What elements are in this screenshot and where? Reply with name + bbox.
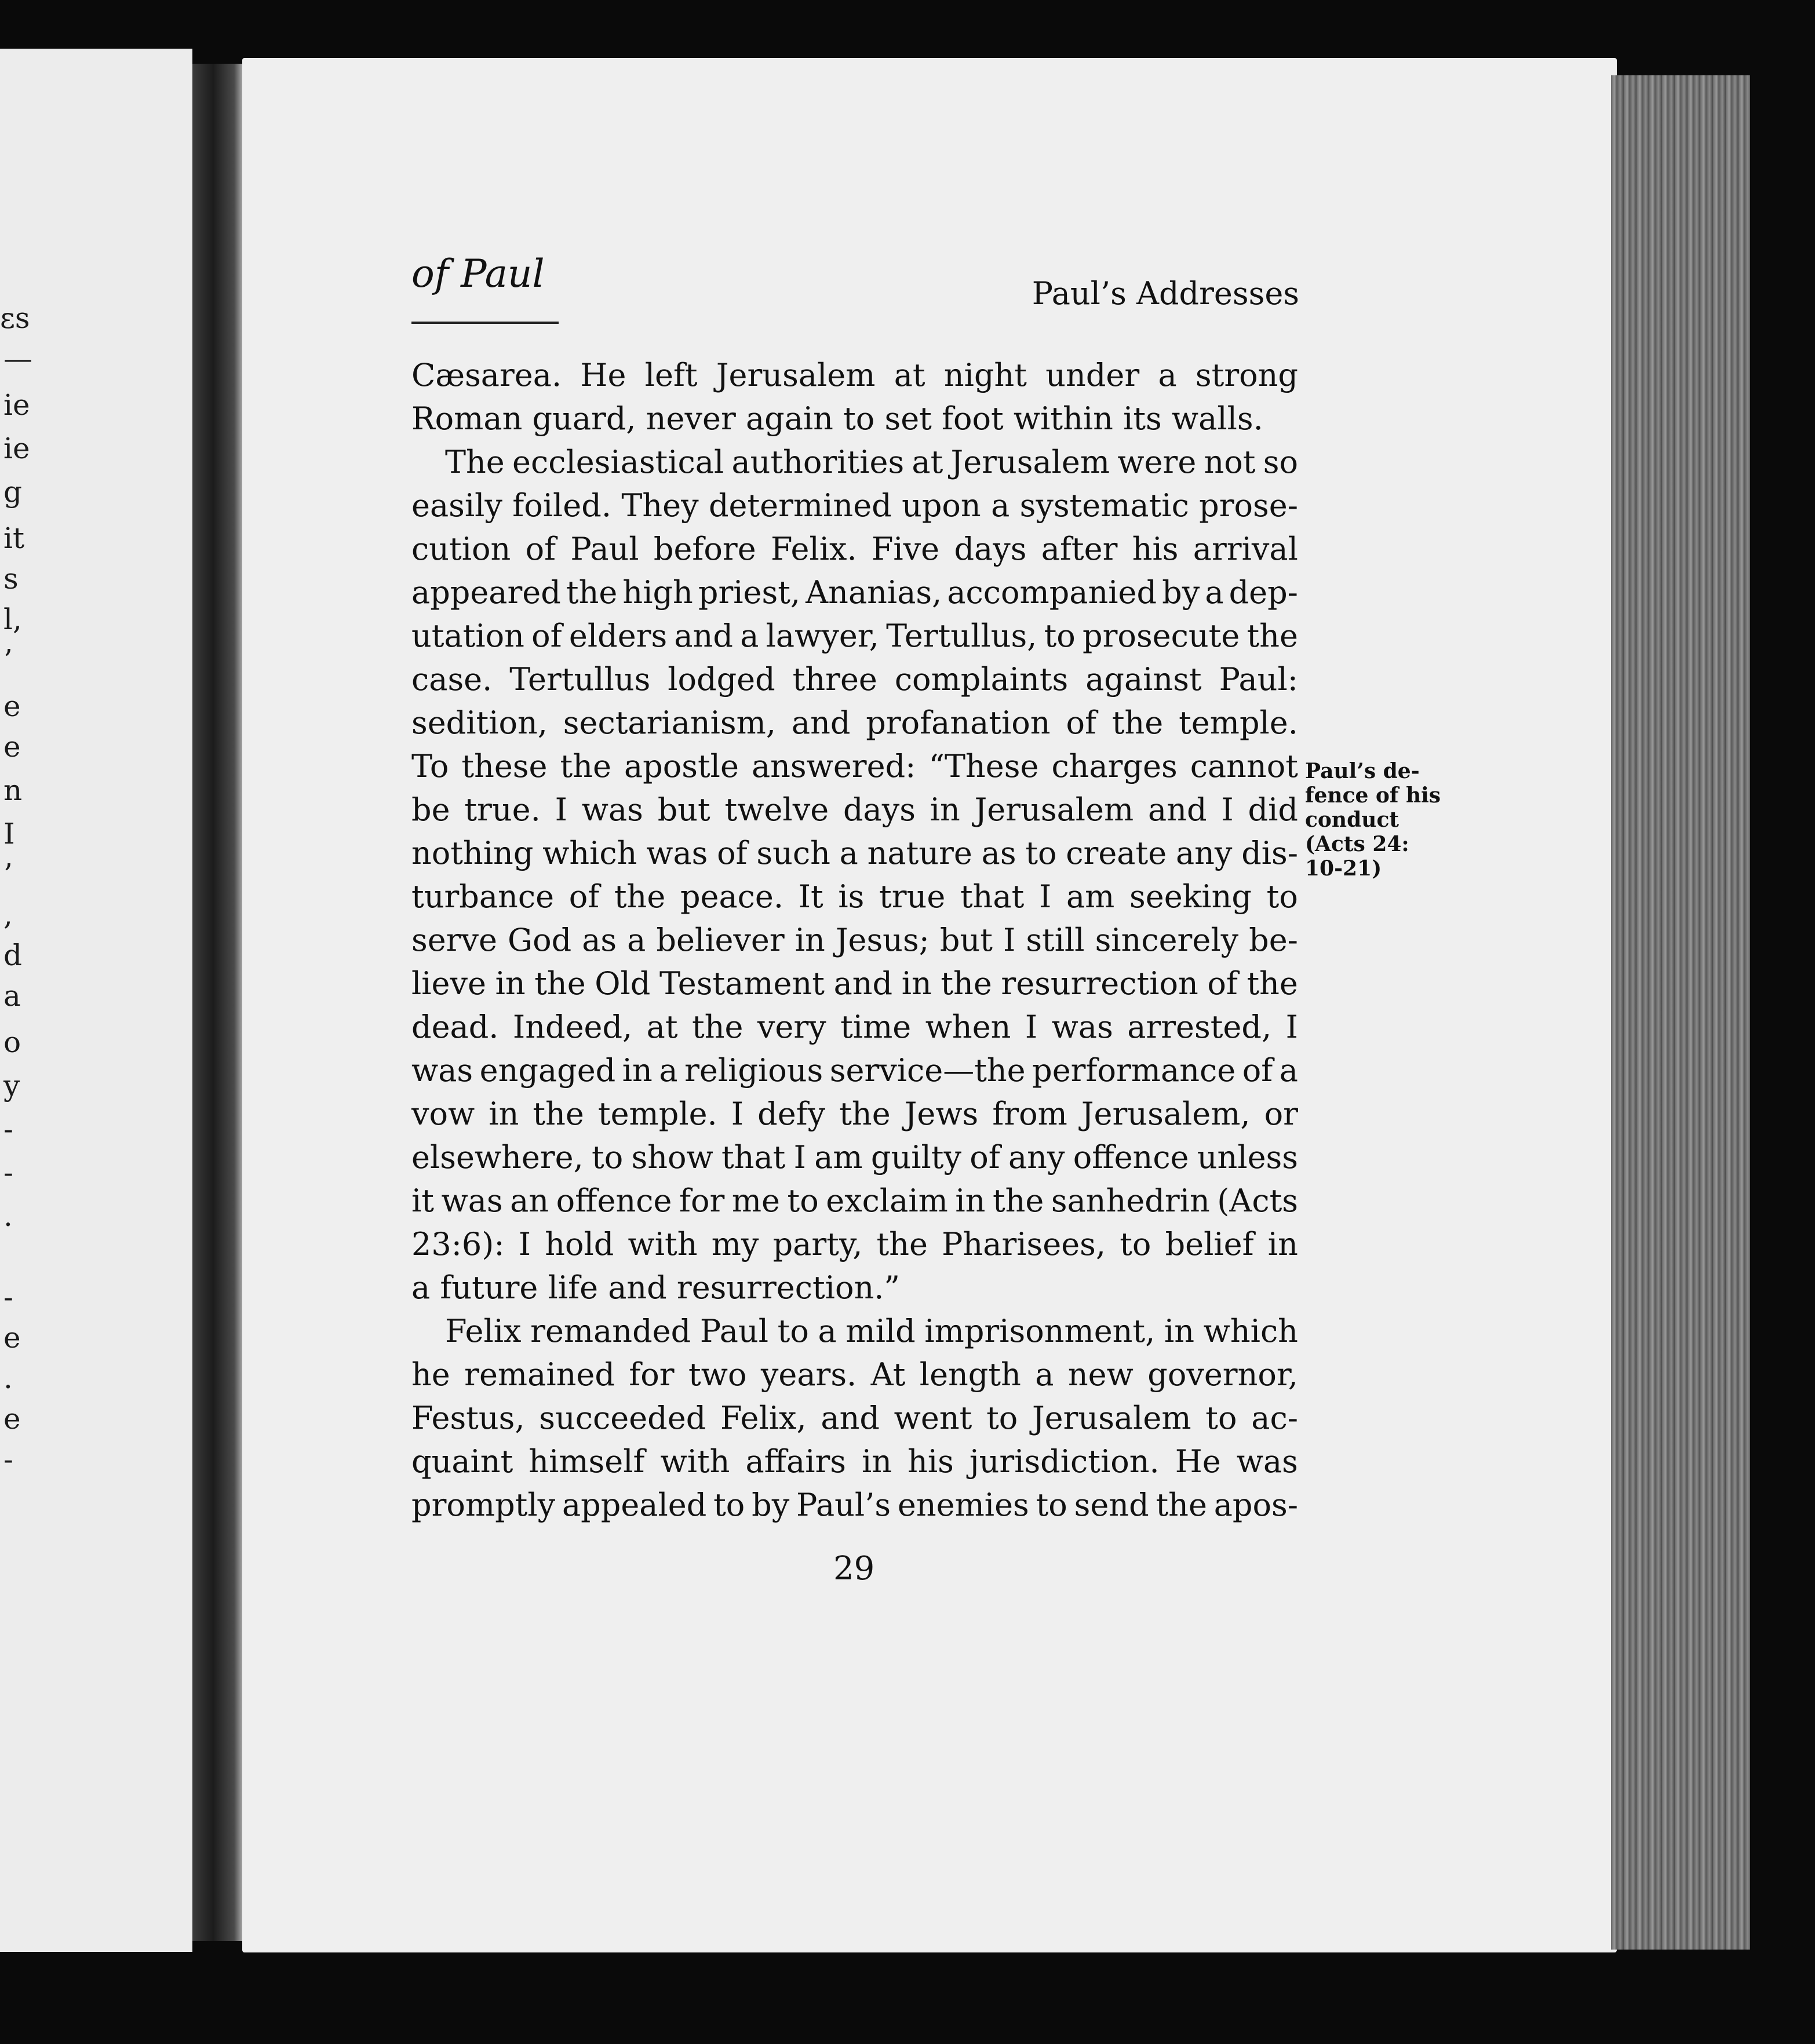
running-head-right: Paul’s Addresses: [1032, 275, 1299, 312]
margin-note-line: fence of his: [1305, 783, 1441, 808]
left-page-fragment-text: n: [3, 773, 23, 807]
left-page-fragment-text: -: [3, 1156, 13, 1189]
left-page-fragment-text: e: [3, 730, 21, 764]
left-page-fragment-text: ’: [3, 857, 13, 891]
page-number: 29: [833, 1550, 875, 1587]
text-line: To these the apostle answered: “These charges cannot: [411, 748, 1298, 784]
left-page-fragment-text: ’: [3, 643, 13, 677]
left-page-fragment-text: -: [3, 1112, 13, 1146]
margin-note-line: Paul’s de-: [1305, 759, 1420, 783]
text-line: vow in the temple. I defy the Jews from Jerusalem, or: [411, 1096, 1298, 1132]
left-page-fragment-text: —: [3, 342, 32, 375]
book-gutter: [192, 64, 245, 1941]
left-page-fragment-text: e: [3, 689, 21, 723]
text-line: be true. I was but twelve days in Jerusalem and I did: [411, 791, 1298, 828]
left-page-fragment-text: ,: [3, 898, 13, 932]
text-line: it was an offence for me to exclaim in the sanhedrin (Acts: [411, 1182, 1298, 1219]
text-line: The ecclesiastical authorities at Jerusalem were not so: [445, 444, 1298, 480]
left-page-fragment-text: l,: [3, 603, 22, 636]
text-line: a future life and resurrection.”: [411, 1269, 901, 1306]
text-line: dead. Indeed, at the very time when I was arrested, I: [411, 1009, 1298, 1045]
text-line: Felix remanded Paul to a mild imprisonment, in which: [445, 1313, 1298, 1349]
left-page-fragment-text: e: [3, 1321, 21, 1355]
left-page-fragment-text: g: [3, 475, 23, 509]
left-page-fragment-text: o: [3, 1025, 21, 1059]
left-page-fragment-text: ie: [3, 432, 30, 465]
text-line: easily foiled. They determined upon a systematic prose-: [411, 487, 1298, 524]
text-line: case. Tertullus lodged three complaints against Paul:: [411, 661, 1298, 698]
left-page-fragment-text: s: [3, 562, 19, 596]
text-line: Roman guard, never again to set foot within its walls.: [411, 400, 1263, 437]
left-page-fragment-text: -: [3, 1443, 13, 1476]
text-line: he remained for two years. At length a new governor,: [411, 1356, 1298, 1393]
text-line: quaint himself with affairs in his jurisdiction. He was: [411, 1443, 1298, 1480]
body-text: [411, 353, 1298, 1527]
text-line: cution of Paul before Felix. Five days after his arrival: [411, 531, 1298, 567]
left-page-fragment-text: I: [3, 817, 15, 851]
left-page-fragment: [0, 49, 192, 1952]
left-page-fragment-text: d: [3, 939, 23, 972]
margin-note: [1305, 759, 1456, 881]
running-head-rule: [411, 322, 559, 324]
text-line: elsewhere, to show that I am guilty of any offence unless: [411, 1139, 1298, 1176]
text-line: Cæsarea. He left Jerusalem at night under a strong: [411, 357, 1298, 393]
text-line: utation of elders and a lawyer, Tertullus, to prosecute the: [411, 618, 1298, 654]
text-line: appeared the high priest, Ananias, accompanied by a dep-: [411, 574, 1298, 611]
text-line: nothing which was of such a nature as to create any dis-: [411, 835, 1298, 871]
left-page-fragment-text: it: [3, 521, 25, 555]
running-head-left: of Paul: [411, 251, 545, 296]
page-edges: [1611, 75, 1750, 1950]
left-page-fragment-text: .: [3, 1199, 13, 1233]
margin-note-line: 10-21): [1305, 856, 1382, 881]
text-line: promptly appealed to by Paul’s enemies to send the apos-: [411, 1487, 1298, 1523]
left-page-fragment-text: a: [3, 979, 21, 1013]
text-line: was engaged in a religious service—the performance of a: [411, 1052, 1298, 1089]
left-page-fragment-text: e: [3, 1402, 21, 1436]
left-page-fragment-text: -: [3, 1280, 13, 1314]
text-line: lieve in the Old Testament and in the resurrection of the: [411, 965, 1298, 1002]
left-page-fragment-text: ie: [3, 388, 30, 422]
left-page-fragment-text: .: [3, 1362, 13, 1395]
left-page-fragment-text: ɛs: [0, 301, 30, 335]
margin-note-line: (Acts 24:: [1305, 832, 1409, 856]
text-line: sedition, sectarianism, and profanation of the temple.: [411, 705, 1298, 741]
text-line: serve God as a believer in Jesus; but I still sincerely be-: [411, 922, 1298, 958]
left-page-fragment-text: y: [3, 1069, 20, 1103]
text-line: 23:6): I hold with my party, the Pharisees, to belief in: [411, 1226, 1298, 1262]
margin-note-line: conduct: [1305, 808, 1399, 832]
text-line: turbance of the peace. It is true that I am seeking to: [411, 878, 1298, 915]
text-line: Festus, succeeded Felix, and went to Jerusalem to ac-: [411, 1400, 1298, 1436]
